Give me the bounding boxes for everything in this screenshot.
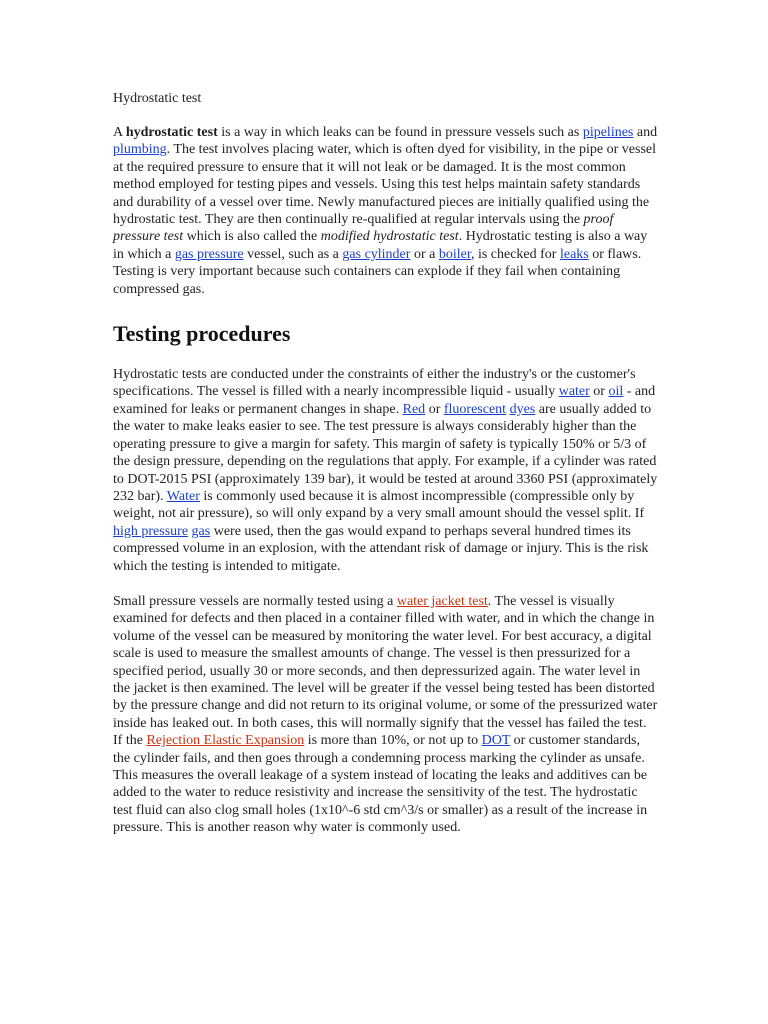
text: is more than 10%, or not up to — [304, 733, 482, 749]
text: are usually added to the water to make leaks easier to see. The test pressure is always considerably higher than the operating pressure to give a margin for safety. This margin of safety is typically 150% or 5/3 of the design pressure, depending on the regulations that apply. For example, if a cylinder was rated to DOT-2015 PSI (approximately 139 bar), it would be tested at around 3360 PSI (approximately 232 bar). — [113, 401, 658, 504]
text: or flaws. Testing is very important because such containers can explode if they fail when containing compressed gas. — [113, 246, 642, 297]
italic-term: modified hydrostatic test — [320, 229, 459, 245]
link-dot[interactable]: DOT — [481, 733, 511, 749]
italic-term: proof pressure test — [113, 212, 614, 245]
section-heading: Testing procedures — [113, 321, 291, 347]
text: which is also called the — [183, 229, 321, 245]
text: vessel, such as a — [243, 246, 343, 262]
procedures-paragraph-1 — [113, 366, 658, 575]
text: or a — [410, 246, 439, 262]
text: is a way in which leaks can be found in pressure vessels such as — [217, 125, 583, 140]
link-rejection-elastic-expansion[interactable]: Rejection Elastic Expansion — [146, 733, 305, 749]
document-title: Hydrostatic test — [113, 91, 202, 106]
text: or — [589, 384, 609, 400]
text: or customer standards, the cylinder fails, and then goes through a condemning process marking the cylinder as unsafe. This measures the overall leakage of a system instead of locating the leaks and additives can be added to the water to reduce resistivity and increase the sensitivity of the test. The hydrostatic test fluid can also clog small holes (1x10^-6 std cm^3/s or smaller) as a result of the increase in pressure. This is another reason why water is commonly used. — [113, 733, 648, 836]
text: A — [113, 125, 126, 140]
link-plumbing[interactable]: plumbing — [113, 142, 167, 158]
link-water-jacket-test[interactable]: water jacket test — [396, 593, 488, 609]
link-gas[interactable]: gas — [191, 523, 211, 539]
text: . Hydrostatic testing is also a way in which a — [113, 229, 648, 262]
text: Hydrostatic tests are conducted under the constraints of either the industry's or the customer's specifications. The vessel is filled with a nearly incompressible liquid - usually — [113, 367, 636, 400]
link-water[interactable]: water — [558, 384, 590, 400]
text: and — [633, 125, 658, 140]
link-red[interactable]: Red — [402, 401, 426, 417]
text: were used, then the gas would expand to perhaps several hundred times its compressed volume in an explosion, with the attendant risk of damage or injury. This is the risk which the testing is intended to mitigate. — [113, 523, 649, 574]
link-boiler[interactable]: boiler — [438, 246, 471, 262]
link-gas-pressure[interactable]: gas pressure — [174, 246, 244, 262]
text: or — [425, 401, 444, 417]
bold-term: hydrostatic test — [125, 125, 218, 140]
text: is commonly used because it is almost incompressible (compressible only by weight, not air pressure), so will only expand by a very small amount should the vessel split. If — [113, 488, 645, 522]
intro-paragraph — [113, 124, 658, 298]
link-pipelines[interactable]: pipelines — [582, 125, 634, 140]
document-content — [113, 90, 658, 837]
text: Small pressure vessels are normally tested using a — [113, 593, 397, 609]
link-dyes[interactable]: dyes — [509, 401, 536, 417]
text: . The test involves placing water, which is often dyed for visibility, in the pipe or vessel at the required pressure to ensure that it will not leak or be damaged. It is the most common method employed for testing pipes and vessels. Using this test helps maintain safety standards and durability of a vessel over time. Newly manufactured pieces are initially qualified using the hydrostatic test. They are then continually re-qualified at regular intervals using the — [113, 142, 657, 228]
text: - and examined for leaks or permanent changes in shape. — [113, 384, 656, 417]
link-gas-cylinder[interactable]: gas cylinder — [342, 246, 411, 262]
link-fluorescent[interactable]: fluorescent — [443, 401, 507, 417]
link-leaks[interactable]: leaks — [559, 246, 589, 262]
text: . The vessel is visually examined for defects and then placed in a container filled with water, and in which the change in volume of the vessel can be measured by monitoring the water level. For best accuracy, a digital scale is used to measure the smallest amounts of change. The vessel is then pressurized for a specified period, usually 30 or more seconds, and then depressurized again. The water level in the jacket is then examined. The level will be greater if the vessel being tested has been distorted by the pressure change and did not return to its original volume, or some of the pressurized water inside has leaked out. In both cases, this will normally signify that the vessel has failed the test. If the — [113, 593, 658, 749]
link-water[interactable]: Water — [166, 488, 200, 504]
procedures-paragraph-2 — [113, 593, 658, 837]
link-high-pressure[interactable]: high pressure — [113, 523, 189, 539]
link-oil[interactable]: oil — [608, 384, 624, 400]
text: , is checked for — [470, 246, 560, 262]
